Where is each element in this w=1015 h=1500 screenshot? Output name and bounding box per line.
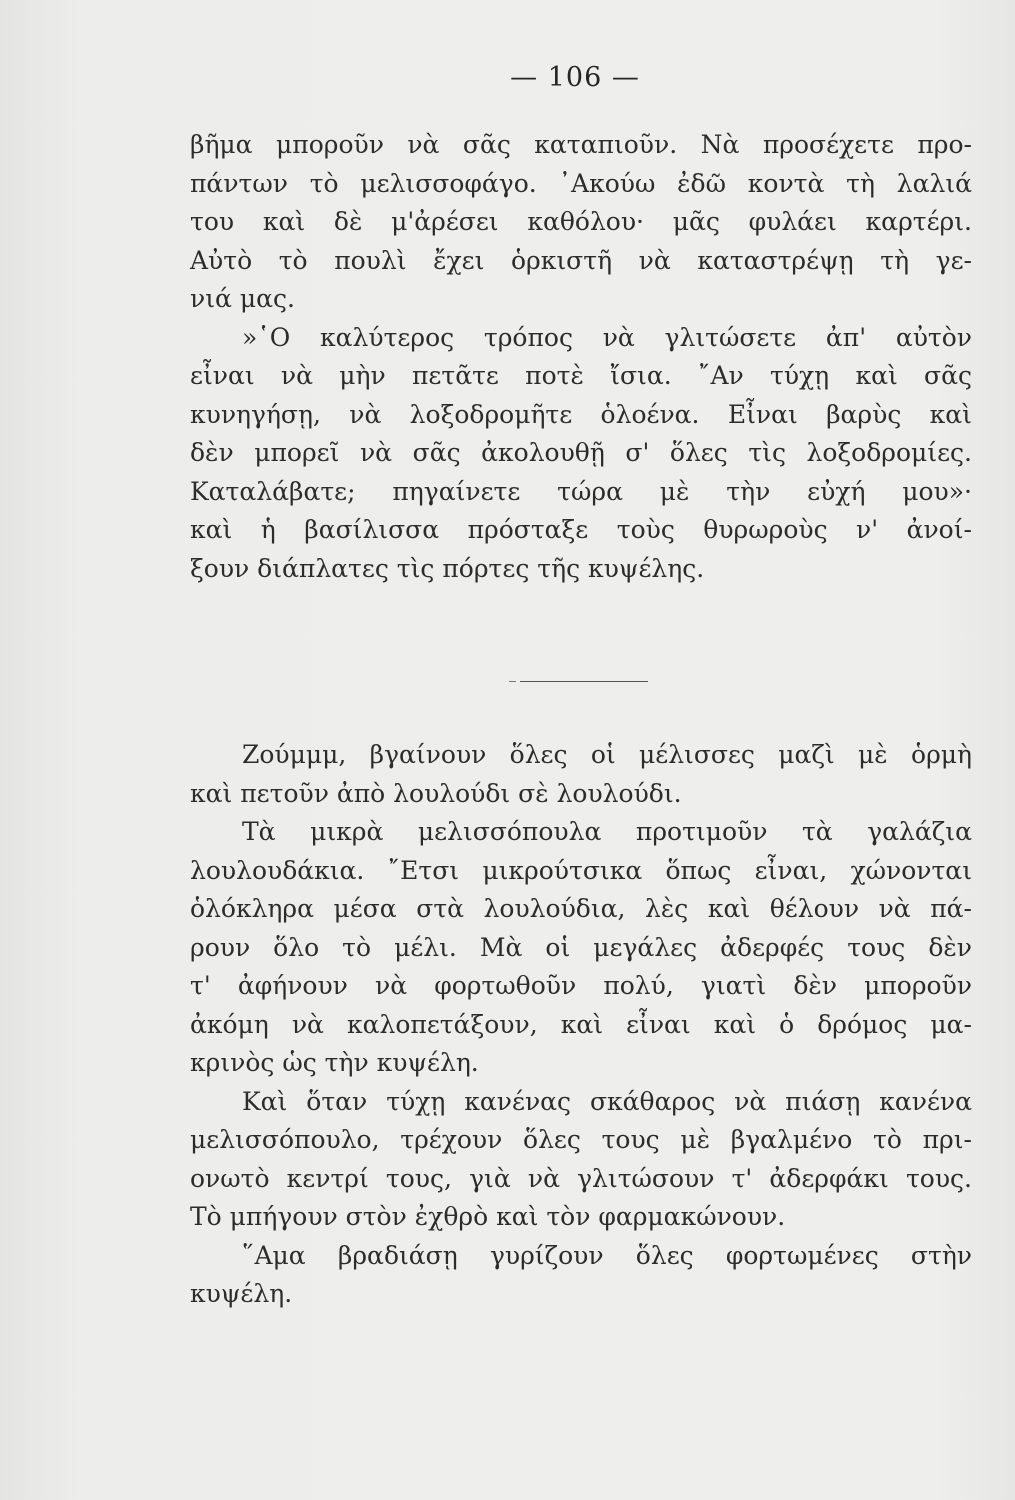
text-line: Καταλάβατε; πηγαίνετε τώρα μὲ τὴν εὐχή μου»· [190, 476, 972, 506]
text-block-lower [190, 736, 972, 1314]
text-line: κρινὸς ὡς τὴν κυψέλη. [190, 1048, 479, 1077]
text-line: Αὐτὸ τὸ πουλὶ ἔχει ὁρκιστῆ νὰ καταστρέψῃ τὴ γε- [190, 245, 972, 275]
text-line: Τὰ μικρὰ μελισσόπουλα προτιμοῦν τὰ γαλάζια [242, 817, 972, 846]
text-line: τ' ἀφήνουν νὰ φορτωθοῦν πολύ, γιατὶ δὲν μποροῦν [190, 971, 972, 1000]
text-line: ῞Αμα βραδιάσῃ γυρίζουν ὅλες φορτωμένες στὴν [242, 1240, 972, 1270]
text-line: λουλουδάκια. ῎Ετσι μικρούτσικα ὅπως εἶναι, χώνονται [190, 855, 972, 885]
text-line: ξουν διάπλατες τὶς πόρτες τῆς κυψέλης. [190, 553, 705, 583]
text-line: Τὸ μπήγουν στὸν ἐχθρὸ καὶ τὸν φαρμακώνουν. [190, 1202, 786, 1231]
text-line: νιά μας. [190, 284, 295, 313]
text-line: ἀκόμη νὰ καλοπετάξουν, καὶ εἶναι καὶ ὁ δρόμος μα- [190, 1009, 972, 1039]
text-line: του καὶ δὲ μ'ἀρέσει καθόλου· μᾶς φυλάει καρτέρι. [190, 207, 972, 236]
text-block-upper [190, 126, 972, 588]
text-line: πάντων τὸ μελισσοφάγο. ᾿Ακούω ἐδῶ κοντὰ τὴ λαλιά [190, 168, 972, 198]
text-line: μελισσόπουλο, τρέχουν ὅλες τους μὲ βγαλμένο τὸ πρι- [190, 1125, 972, 1154]
text-line: κυψέλη. [190, 1279, 293, 1308]
text-line: »῾Ο καλύτερος τρόπος νὰ γλιτώσετε ἀπ' αὐτὸν [242, 322, 972, 352]
section-separator [520, 681, 648, 682]
text-line: ονωτὸ κεντρί τους, γιὰ νὰ γλιτώσουν τ' ἀδερφάκι τους. [190, 1163, 972, 1193]
text-line: εἶναι νὰ μὴν πετᾶτε ποτὲ ἴσια. ῎Αν τύχῃ καὶ σᾶς [190, 361, 972, 390]
text-line: καὶ ἡ βασίλισσα πρόσταξε τοὺς θυρωροὺς ν' ἀνοί- [190, 515, 972, 544]
text-line: δὲν μπορεῖ νὰ σᾶς ἀκολουθῇ σ' ὅλες τὶς λοξοδρομίες. [190, 438, 972, 467]
text-line: ὁλόκληρα μέσα στὰ λουλούδια, λὲς καὶ θέλουν νὰ πά- [190, 894, 972, 923]
text-line: Ζούμμμ, βγαίνουν ὅλες οἱ μέλισσες μαζὶ μὲ ὁρμὴ [242, 740, 972, 769]
text-line: ρουν ὅλο τὸ μέλι. Μὰ οἱ μεγάλες ἀδερφές τους δὲν [190, 932, 972, 962]
text-line: καὶ πετοῦν ἀπὸ λουλούδι σὲ λουλούδι. [190, 778, 682, 808]
text-line: βῆμα μποροῦν νὰ σᾶς καταπιοῦν. Νὰ προσέχετε προ- [190, 130, 972, 159]
page-number: — 106 — [510, 62, 640, 93]
text-line: Καὶ ὅταν τύχῃ κανένας σκάθαρος νὰ πιάσῃ κανένα [242, 1086, 972, 1116]
section-separator-dot [509, 681, 516, 682]
text-line: κυνηγήσῃ, νὰ λοξοδρομῆτε ὁλοένα. Εἶναι βαρὺς καὶ [190, 399, 972, 429]
